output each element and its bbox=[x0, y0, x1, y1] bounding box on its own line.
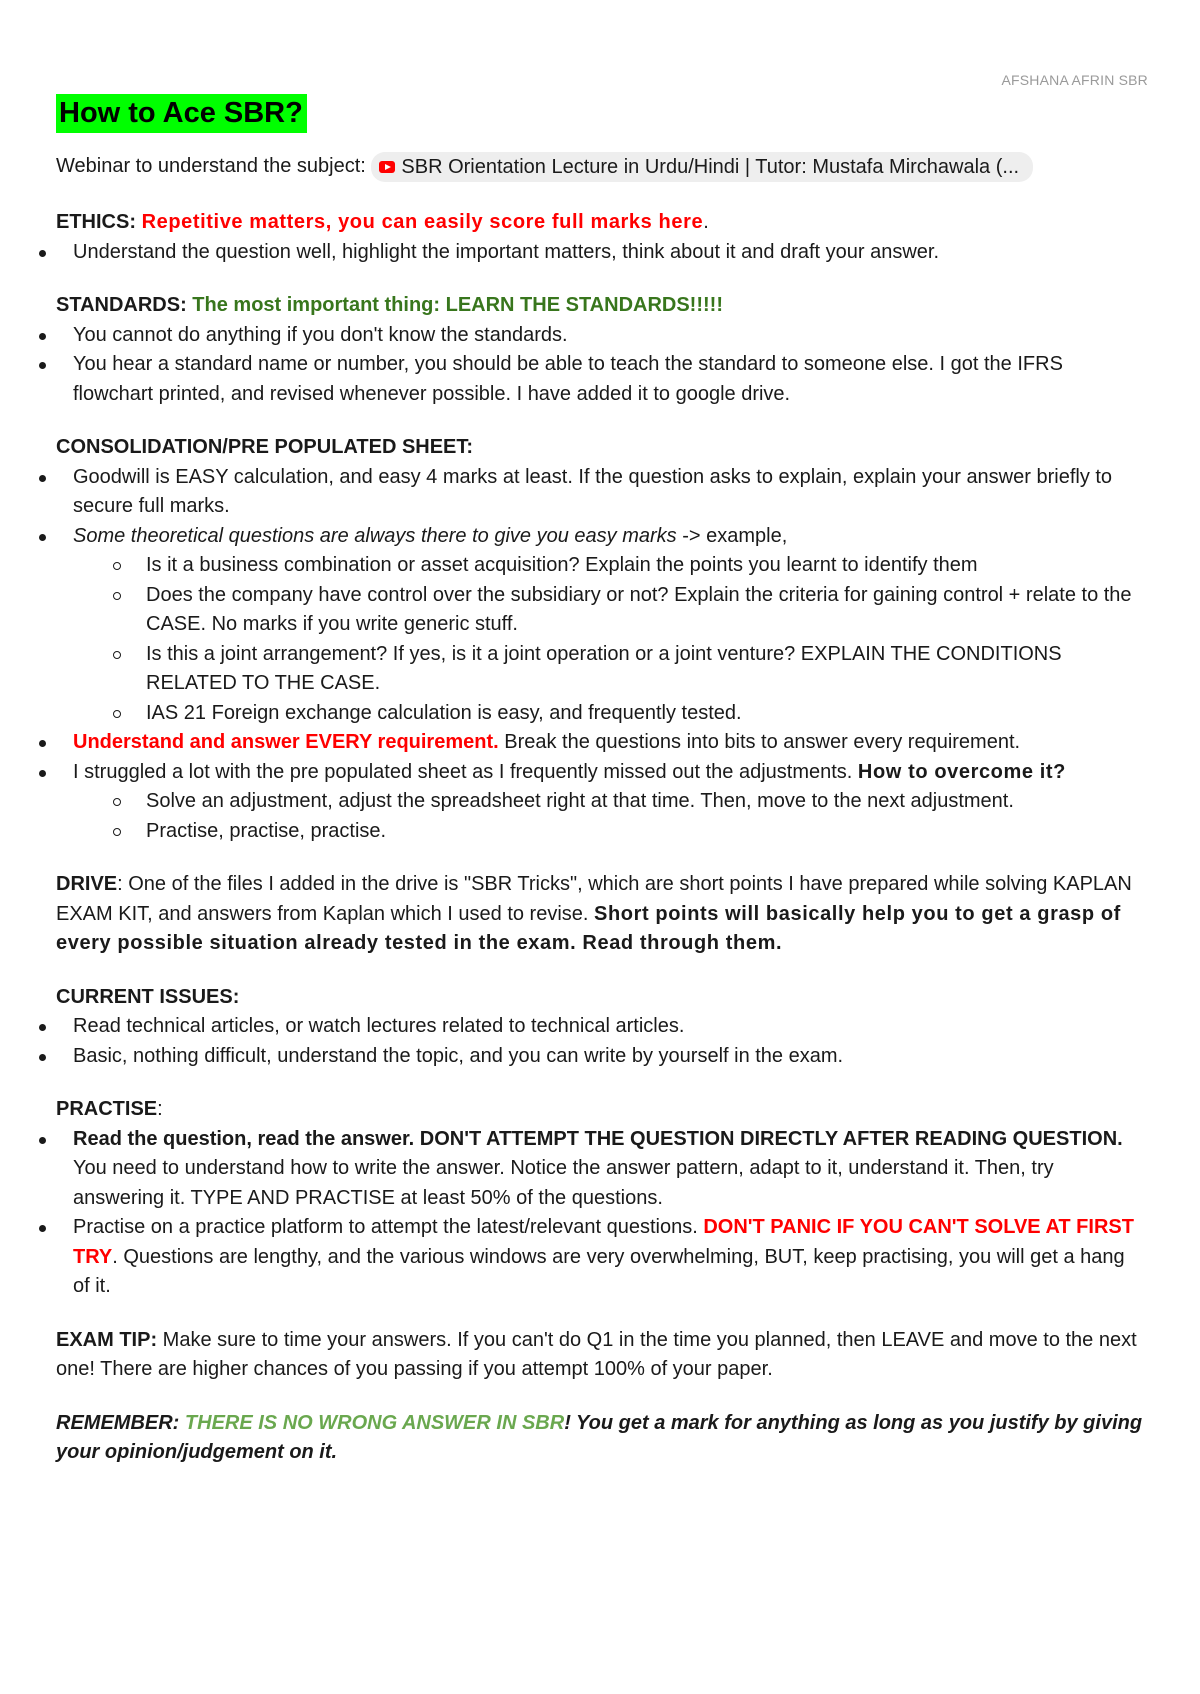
youtube-icon bbox=[379, 161, 395, 173]
remember-heading: REMEMBER: bbox=[56, 1411, 180, 1434]
ethics-heading: ETHICS: bbox=[56, 211, 136, 233]
practise-heading: PRACTISE bbox=[56, 1098, 158, 1120]
consolidation-list bbox=[0, 463, 1146, 847]
platform-rest: . Questions are lengthy, and the various windows are very overwhelming, BUT, keep practising, you will get a hang of it. bbox=[73, 1245, 1125, 1297]
sub-list-item: Solve an adjustment, adjust the spreadsheet right at that time. Then, move to the next adjustment. bbox=[0, 787, 1146, 817]
ethics-highlight: Repetitive matters, you can easily score full marks here bbox=[141, 211, 704, 233]
exam-tip-heading: EXAM TIP: bbox=[56, 1328, 158, 1351]
requirement-rest: Break the questions into bits to answer every requirement. bbox=[498, 731, 1021, 753]
standards-heading-line bbox=[56, 291, 1146, 321]
list-item bbox=[0, 1213, 1146, 1302]
dont-panic-red: DON'T PANIC IF YOU CAN'T SOLVE AT FIRST TRY bbox=[73, 1216, 1134, 1268]
practise-colon: : bbox=[157, 1098, 163, 1120]
list-item bbox=[0, 522, 1146, 729]
ethics-list bbox=[0, 238, 1146, 268]
current-issues-list bbox=[0, 1012, 1146, 1071]
page-title: How to Ace SBR? bbox=[56, 94, 307, 133]
consolidation-heading: CONSOLIDATION/PRE POPULATED SHEET: bbox=[56, 436, 474, 458]
webinar-link-chip[interactable] bbox=[371, 152, 1033, 182]
list-item bbox=[0, 1125, 1146, 1214]
remember-paragraph bbox=[56, 1409, 1146, 1468]
sub-list-item: Is it a business combination or asset acquisition? Explain the points you learnt to identify them bbox=[0, 551, 1146, 581]
sub-list-item: IAS 21 Foreign exchange calculation is easy, and frequently tested. bbox=[0, 699, 1146, 729]
drive-bold: Short points will basically help you to get a grasp of every possible situation already tested in the exam. Read through them. bbox=[56, 902, 1121, 954]
practise-rest: You need to understand how to write the answer. Notice the answer pattern, adapt to it, understand it. Then, try answering it. TYPE AND PRACTISE at least 50% of the questions. bbox=[73, 1157, 1054, 1209]
list-item: Understand the question well, highlight the important matters, think about it and draft your answer. bbox=[0, 238, 1146, 268]
list-item: Read technical articles, or watch lectures related to technical articles. bbox=[0, 1012, 1146, 1042]
webinar-line bbox=[56, 151, 1146, 182]
drive-heading: DRIVE bbox=[56, 873, 118, 895]
overcome-sublist bbox=[73, 787, 1146, 846]
remember-rest: ! You get a mark for anything as long as you justify by giving your opinion/judgement on it. bbox=[56, 1411, 1143, 1463]
theoretical-rest: -> example, bbox=[676, 524, 788, 547]
standards-highlight: The most important thing: LEARN THE STANDARDS!!!!! bbox=[192, 294, 723, 316]
exam-tip-text: Make sure to time your answers. If you can't do Q1 in the time you planned, then LEAVE and move to the next one! There are higher chances of you passing if you attempt 100% of your paper. bbox=[56, 1328, 1137, 1380]
practise-bold: Read the question, read the answer. DON'T ATTEMPT THE QUESTION DIRECTLY AFTER READING QUESTION. bbox=[73, 1127, 1123, 1150]
consolidation-sublist bbox=[73, 551, 1146, 728]
list-item: You hear a standard name or number, you should be able to teach the standard to someone else. I got the IFRS flowchart printed, and revised whenever possible. I have added it to google drive. bbox=[0, 350, 1146, 409]
platform-text: Practise on a practice platform to attempt the latest/relevant questions. bbox=[73, 1216, 704, 1238]
sub-list-item: Is this a joint arrangement? If yes, is it a joint operation or a joint venture? EXPLAIN THE CONDITIONS RELATED TO THE CASE. bbox=[0, 640, 1146, 699]
drive-paragraph bbox=[56, 870, 1146, 959]
exam-tip-paragraph bbox=[56, 1326, 1146, 1385]
webinar-label: Webinar to understand the subject: bbox=[56, 155, 366, 177]
list-item bbox=[0, 728, 1146, 758]
current-issues-heading: CURRENT ISSUES: bbox=[56, 985, 240, 1008]
drive-text: : One of the files I added in the drive is "SBR Tricks", which are short points I have prepared while solving KAPLAN EXAM KIT, and answers from Kaplan which I used to revise. bbox=[56, 873, 1132, 925]
overcome-bold: How to overcome it? bbox=[857, 760, 1066, 783]
sub-list-item: Practise, practise, practise. bbox=[0, 817, 1146, 847]
webinar-link-text[interactable]: SBR Orientation Lecture in Urdu/Hindi | Tutor: Mustafa Mirchawala (... bbox=[401, 155, 1020, 178]
sub-list-item: Does the company have control over the subsidiary or not? Explain the criteria for gaining control + relate to the CASE. No marks if you write generic stuff. bbox=[0, 581, 1146, 640]
author-header: AFSHANA AFRIN SBR bbox=[1001, 72, 1148, 88]
content bbox=[56, 208, 1146, 1468]
list-item: You cannot do anything if you don't know the standards. bbox=[0, 321, 1146, 351]
requirement-red: Understand and answer EVERY requirement. bbox=[73, 731, 499, 753]
ethics-heading-line bbox=[56, 208, 1146, 238]
remember-green: THERE IS NO WRONG ANSWER IN SBR bbox=[184, 1411, 565, 1434]
practise-list bbox=[0, 1125, 1146, 1302]
practise-heading-line bbox=[56, 1095, 1146, 1125]
standards-list bbox=[0, 321, 1146, 410]
ethics-end: . bbox=[703, 211, 709, 233]
list-item bbox=[0, 758, 1146, 847]
list-item: Goodwill is EASY calculation, and easy 4 marks at least. If the question asks to explain, explain your answer briefly to secure full marks. bbox=[0, 463, 1146, 522]
struggle-text: I struggled a lot with the pre populated sheet as I frequently missed out the adjustments. bbox=[73, 760, 858, 783]
theoretical-italic: Some theoretical questions are always there to give you easy marks bbox=[73, 524, 677, 547]
standards-heading: STANDARDS: bbox=[56, 294, 187, 316]
list-item: Basic, nothing difficult, understand the topic, and you can write by yourself in the exam. bbox=[0, 1042, 1146, 1072]
